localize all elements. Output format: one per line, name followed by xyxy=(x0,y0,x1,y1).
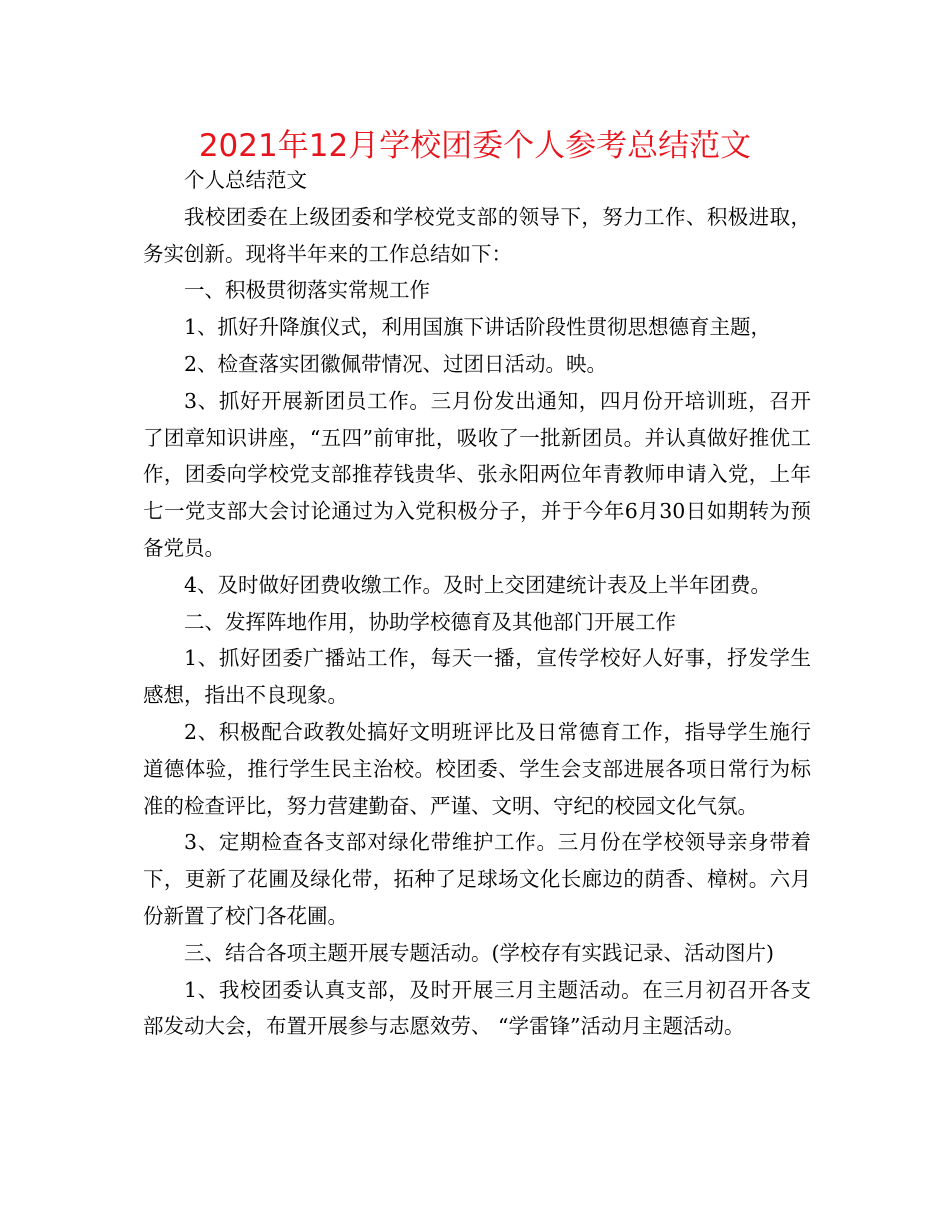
paragraph: 4、及时做好团费收缴工作。及时上交团建统计表及上半年团费。 xyxy=(184,572,772,597)
section-heading: 二、发挥阵地作用，协助学校德育及其他部门开展工作 xyxy=(184,609,676,634)
paragraph: 1、抓好团委广播站工作，每天一播，宣传学校好人好事，抒发学生感想，指出不良现象。 xyxy=(143,646,811,708)
document-body xyxy=(143,162,811,1045)
paragraph: 个人总结范文 xyxy=(184,168,307,192)
paragraph: 我校团委在上级团委和学校党支部的领导下，努力工作、积极进取，务实创新。现将半年来的工作总结如下： xyxy=(143,204,811,266)
paragraph: 2、积极配合政教处搞好文明班评比及日常德育工作，指导学生施行道德体验，推行学生民主治校。校团委、学生会支部进展各项日常行为标准的检查评比，努力营建勤奋、严谨、文明、守纪的校园文化气氛。 xyxy=(143,719,811,818)
section-heading: 一、积极贯彻落实常规工作 xyxy=(184,278,430,303)
paragraph: 3、抓好开展新团员工作。三月份发出通知，四月份开培训班，召开了团章知识讲座，“五四”前审批，吸收了一批新团员。并认真做好推优工作，团委向学校党支部推荐钱贵华、张永阳两位年青教师申请入党，上年七一党支部大会讨论通过为入党积极分子，并于今年6月30日如期转为预备党员。 xyxy=(143,388,811,560)
paragraph: 3、定期检查各支部对绿化带维护工作。三月份在学校领导亲身带着下，更新了花圃及绿化带，拓种了足球场文化长廊边的荫香、樟树。六月份新置了校门各花圃。 xyxy=(143,830,811,928)
paragraph: 1、抓好升降旗仪式，利用国旗下讲话阶段性贯彻思想德育主题， xyxy=(184,315,772,340)
paragraph: 2、检查落实团徽佩带情况、过团日活动。映。 xyxy=(184,351,608,376)
paragraph: 1、我校团委认真支部，及时开展三月主题活动。在三月初召开各支部发动大会，布置开展参与志愿效劳、 “学雷锋”活动月主题活动。 xyxy=(143,977,811,1039)
document-title: 2021年12月学校团委个人参考总结范文 xyxy=(198,128,752,164)
section-heading: 三、结合各项主题开展专题活动。(学校存有实践记录、活动图片) xyxy=(184,940,774,965)
